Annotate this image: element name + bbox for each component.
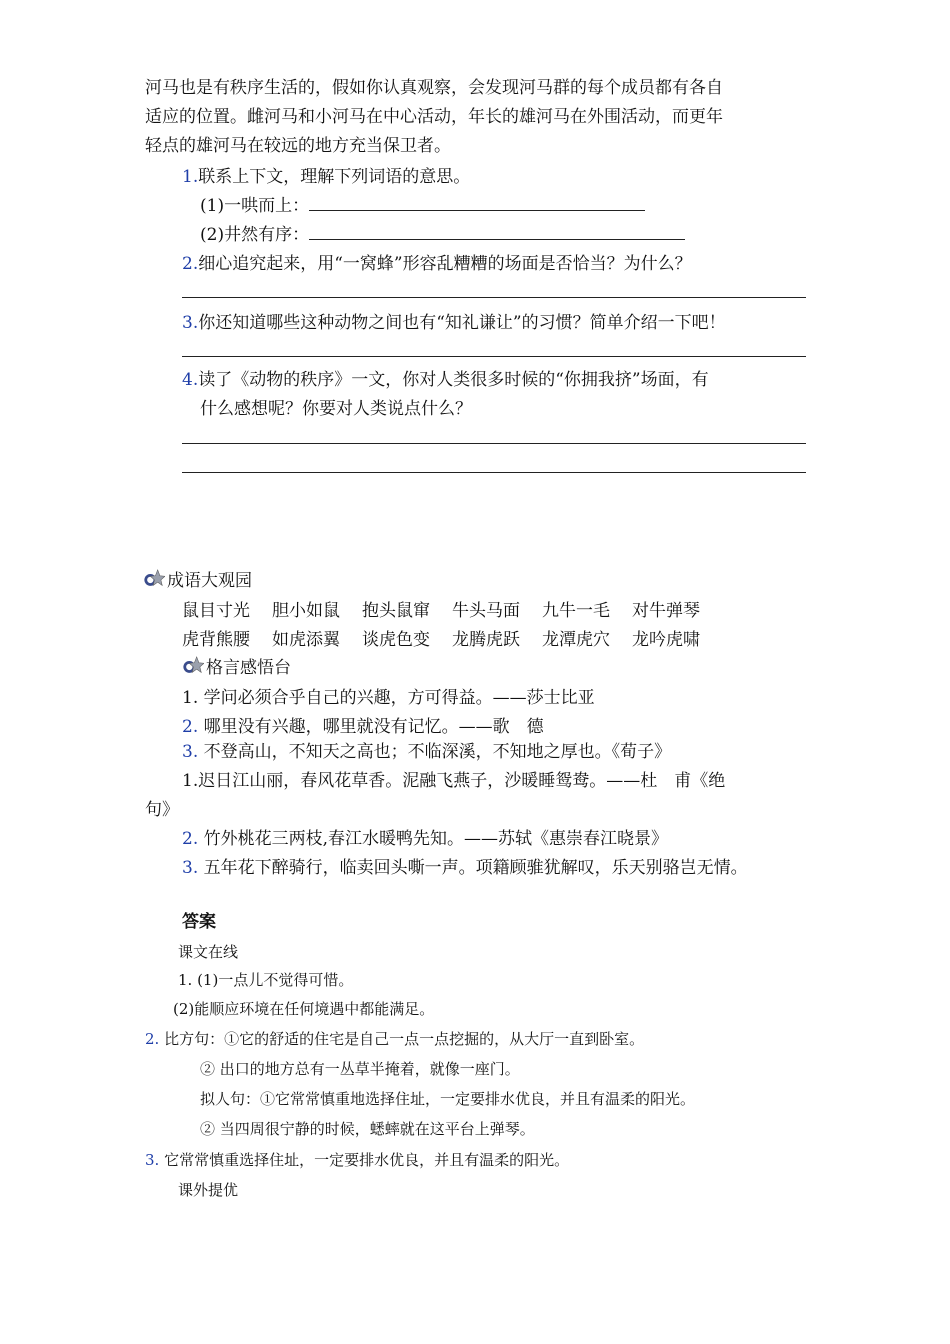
idiom: 鼠目寸光 (182, 601, 250, 621)
quote-1: 1. 学问必须合乎自己的兴趣，方可得益。——莎士比亚 (182, 688, 595, 708)
answer-2d: ② 当四周很宁静的时候，蟋蟀就在这平台上弹琴。 (200, 1120, 535, 1138)
passage-line-3: 轻点的雄河马在较远的地方充当保卫者。 (145, 136, 451, 156)
poem-2 (182, 825, 668, 853)
passage-line-2: 适应的位置。雌河马和小河马在中心活动，年长的雄河马在外围活动，而更年 (145, 107, 723, 127)
quote-2 (182, 713, 544, 741)
question-number: 4. (182, 370, 199, 390)
idiom: 九牛一毛 (542, 601, 610, 621)
answer-blank[interactable] (309, 192, 645, 211)
poem-number: 3. (182, 858, 199, 878)
item-label: (1)一哄而上： (200, 196, 310, 216)
question-text: 细心追究起来，用“一窝蜂”形容乱糟糟的场面是否恰当？为什么？ (198, 254, 692, 274)
answer-2b: ② 出口的地方总有一丛草半掩着，就像一座门。 (200, 1060, 520, 1078)
idiom: 虎背熊腰 (182, 630, 250, 650)
question-text: 联系上下文，理解下列词语的意思。 (198, 167, 471, 187)
idiom: 抱头鼠窜 (362, 601, 430, 621)
question-text: 读了《动物的秩序》一文，你对人类很多时候的“你拥我挤”场面，有 (198, 370, 709, 390)
idiom-row-1 (182, 597, 722, 625)
answer-number: 3. (145, 1151, 160, 1169)
answer-2 (145, 1026, 644, 1052)
question-1-item-2 (200, 221, 685, 249)
answers-title: 答案 (182, 912, 216, 932)
answer-line[interactable] (182, 472, 806, 473)
answer-number: 2. (145, 1030, 160, 1048)
passage-line-1: 河马也是有秩序生活的，假如你认真观察，会发现河马群的每个成员都有各自 (145, 78, 723, 98)
idiom: 龙潭虎穴 (542, 630, 610, 650)
quotes-heading (182, 654, 291, 682)
answers-subtitle-1: 课文在线 (178, 943, 239, 961)
answer-1b: (2)能顺应环境在任何境遇中都能满足。 (173, 1000, 435, 1018)
idiom: 龙腾虎跃 (452, 630, 520, 650)
idiom: 对牛弹琴 (632, 601, 700, 621)
question-number: 2. (182, 254, 199, 274)
question-number: 3. (182, 313, 199, 333)
star-bullet-icon (143, 568, 165, 590)
quote-3 (182, 738, 671, 766)
poem-1-line-2: 句》 (145, 800, 179, 820)
quote-number: 3. (182, 742, 199, 762)
answer-3 (145, 1147, 569, 1173)
answer-line[interactable] (182, 297, 806, 298)
question-1-item-1 (200, 192, 645, 220)
question-2 (182, 250, 692, 278)
answer-2c: 拟人句：①它常常慎重地选择住址，一定要排水优良，并且有温柔的阳光。 (200, 1090, 696, 1108)
answer-1a: 1. (1)一点儿不觉得可惜。 (178, 971, 354, 989)
poem-number: 2. (182, 829, 199, 849)
idiom: 牛头马面 (452, 601, 520, 621)
poem-text: 五年花下醉骑行，临卖回头嘶一声。项籍顾骓犹解叹，乐天别骆岂无情。 (203, 858, 748, 878)
item-label: (2)井然有序： (200, 225, 310, 245)
idioms-heading (143, 567, 252, 595)
answer-line[interactable] (182, 443, 806, 444)
section-title: 成语大观园 (167, 571, 252, 591)
idiom-row-2 (182, 626, 722, 654)
question-3 (182, 309, 726, 337)
answers-subtitle-2: 课外提优 (178, 1181, 239, 1199)
idiom: 胆小如鼠 (272, 601, 340, 621)
answer-text: 它常常慎重选择住址，一定要排水优良，并且有温柔的阳光。 (164, 1151, 570, 1169)
idiom: 龙吟虎啸 (632, 630, 700, 650)
quote-number: 2. (182, 717, 199, 737)
question-number: 1. (182, 167, 199, 187)
question-4-line-2: 什么感想呢？你要对人类说点什么？ (200, 399, 472, 419)
poem-text: 竹外桃花三两枝,春江水暖鸭先知。——苏轼《惠崇春江晓景》 (203, 829, 669, 849)
idiom: 谈虎色变 (362, 630, 430, 650)
star-bullet-icon (182, 655, 204, 677)
quote-text: 不登高山，不知天之高也；不临深溪，不知地之厚也。《荀子》 (203, 742, 672, 762)
poem-3 (182, 854, 748, 882)
answer-text: 比方句：①它的舒适的住宅是自己一点一点挖掘的，从大厅一直到卧室。 (164, 1030, 645, 1048)
question-4 (182, 366, 709, 394)
quote-text: 哪里没有兴趣，哪里就没有记忆。——歌 德 (203, 717, 544, 737)
section-title: 格言感悟台 (206, 658, 291, 678)
idiom: 如虎添翼 (272, 630, 340, 650)
question-text: 你还知道哪些这种动物之间也有“知礼谦让”的习惯？简单介绍一下吧！ (198, 313, 726, 333)
answer-blank[interactable] (309, 221, 685, 240)
question-1 (182, 163, 470, 191)
poem-1-line-1: 1.迟日江山丽，春风花草香。泥融飞燕子，沙暖睡鸳鸯。——杜 甫《绝 (182, 771, 726, 791)
answer-line[interactable] (182, 356, 806, 357)
